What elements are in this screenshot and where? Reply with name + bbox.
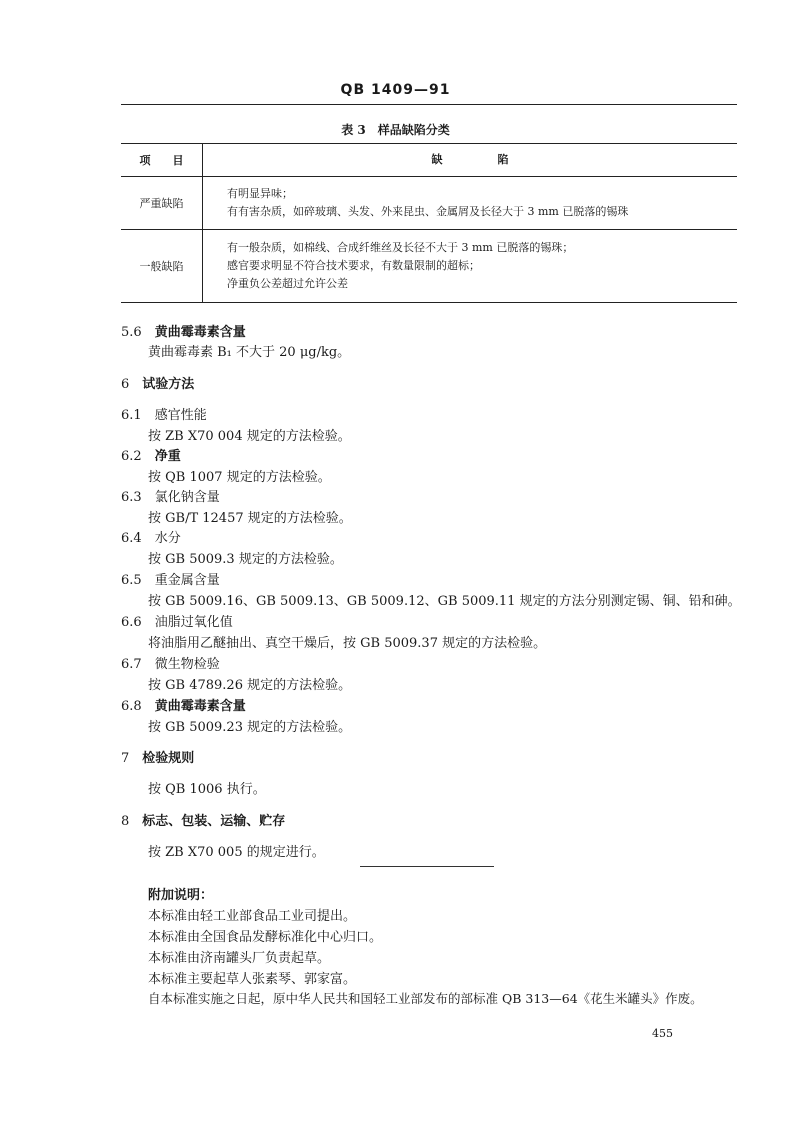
section-number: 5.6 bbox=[121, 325, 142, 340]
section-6-8-heading bbox=[121, 695, 246, 714]
end-separator bbox=[360, 866, 494, 867]
row-defects-general bbox=[203, 230, 737, 302]
row-item-severe: 严重缺陷 bbox=[121, 177, 203, 229]
section-title: 净重 bbox=[154, 449, 181, 464]
section-number: 6 bbox=[121, 377, 130, 392]
section-title: 感官性能 bbox=[154, 408, 207, 423]
header-rule bbox=[121, 104, 737, 105]
defect-line: 有一般杂质，如棉线、合成纤维丝及长径不大于 3 mm 已脱落的锡珠； bbox=[227, 241, 574, 254]
row-defects-severe bbox=[203, 177, 737, 229]
section-number: 7 bbox=[121, 751, 130, 766]
page-number: 455 bbox=[652, 1027, 673, 1040]
section-8-heading bbox=[121, 810, 285, 829]
row-item-general: 一般缺陷 bbox=[121, 230, 203, 302]
section-6-4-body: 按 GB 5009.3 规定的方法检验。 bbox=[148, 552, 343, 567]
section-6-heading bbox=[121, 373, 194, 392]
defect-table bbox=[121, 143, 737, 303]
section-6-3-heading bbox=[121, 486, 220, 505]
section-7-body: 按 QB 1006 执行。 bbox=[148, 782, 266, 797]
section-6-7-body: 按 GB 4789.26 规定的方法检验。 bbox=[148, 678, 352, 693]
appendix-line: 本标准主要起草人张素琴、郭家富。 bbox=[148, 972, 357, 987]
table-header-row bbox=[121, 143, 737, 177]
column-header-defect: 缺 陷 bbox=[431, 153, 509, 166]
table-title: 表 3 样品缺陷分类 bbox=[341, 123, 450, 137]
section-number: 6.2 bbox=[121, 449, 142, 464]
section-6-5-heading bbox=[121, 569, 220, 588]
section-6-1-body: 按 ZB X70 004 规定的方法检验。 bbox=[148, 429, 351, 444]
section-8-body: 按 ZB X70 005 的规定进行。 bbox=[148, 845, 325, 860]
section-number: 6.4 bbox=[121, 531, 142, 546]
document-header: QB 1409—91 bbox=[340, 82, 451, 98]
section-number: 8 bbox=[121, 814, 130, 829]
section-title: 标志、包装、运输、贮存 bbox=[142, 814, 286, 829]
defect-line: 净重负公差超过允许公差 bbox=[227, 277, 348, 290]
appendix-line: 自本标准实施之日起，原中华人民共和国轻工业部发布的部标准 QB 313—64《花生米罐头》作废。 bbox=[148, 991, 703, 1006]
section-6-6-heading bbox=[121, 611, 233, 630]
section-5-6-heading bbox=[121, 321, 246, 340]
section-title: 水分 bbox=[154, 531, 181, 546]
section-7-heading bbox=[121, 747, 194, 766]
section-number: 6.5 bbox=[121, 573, 142, 588]
section-6-2-body: 按 QB 1007 规定的方法检验。 bbox=[148, 470, 331, 485]
column-header-item: 项 目 bbox=[121, 144, 203, 176]
section-number: 6.8 bbox=[121, 699, 142, 714]
table-row bbox=[121, 177, 737, 230]
appendix-line: 本标准由全国食品发酵标准化中心归口。 bbox=[148, 930, 383, 945]
section-5-6-body: 黄曲霉毒素 B₁ 不大于 20 μg/kg。 bbox=[148, 345, 351, 360]
section-6-2-heading bbox=[121, 445, 181, 464]
section-6-5-body: 按 GB 5009.16、GB 5009.13、GB 5009.12、GB 5009.11 规定的方法分别测定锡、铜、铅和砷。 bbox=[148, 594, 741, 609]
section-number: 6.7 bbox=[121, 657, 142, 672]
section-number: 6.6 bbox=[121, 615, 142, 630]
appendix-title: 附加说明： bbox=[148, 888, 214, 903]
section-title: 油脂过氧化值 bbox=[154, 615, 233, 630]
defect-line: 有有害杂质，如碎玻璃、头发、外来昆虫、金属屑及长径大于 3 mm 已脱落的锡珠 bbox=[227, 205, 629, 218]
section-6-7-heading bbox=[121, 653, 220, 672]
section-number: 6.3 bbox=[121, 490, 142, 505]
section-6-1-heading bbox=[121, 404, 207, 423]
defect-line: 有明显异味； bbox=[227, 187, 293, 200]
section-number: 6.1 bbox=[121, 408, 142, 423]
table-row bbox=[121, 230, 737, 303]
section-6-4-heading bbox=[121, 527, 181, 546]
section-title: 微生物检验 bbox=[154, 657, 220, 672]
section-6-3-body: 按 GB/T 12457 规定的方法检验。 bbox=[148, 511, 352, 526]
section-title: 检验规则 bbox=[142, 751, 195, 766]
appendix-line: 本标准由轻工业部食品工业司提出。 bbox=[148, 909, 357, 924]
section-title: 重金属含量 bbox=[154, 573, 220, 588]
section-6-6-body: 将油脂用乙醚抽出、真空干燥后，按 GB 5009.37 规定的方法检验。 bbox=[148, 636, 547, 651]
section-title: 黄曲霉毒素含量 bbox=[154, 325, 246, 340]
section-title: 氯化钠含量 bbox=[154, 490, 220, 505]
defect-line: 感官要求明显不符合技术要求，有数量限制的超标； bbox=[227, 259, 480, 272]
section-title: 试验方法 bbox=[142, 377, 195, 392]
appendix-line: 本标准由济南罐头厂负责起草。 bbox=[148, 951, 331, 966]
section-title: 黄曲霉毒素含量 bbox=[154, 699, 246, 714]
section-6-8-body: 按 GB 5009.23 规定的方法检验。 bbox=[148, 720, 352, 735]
